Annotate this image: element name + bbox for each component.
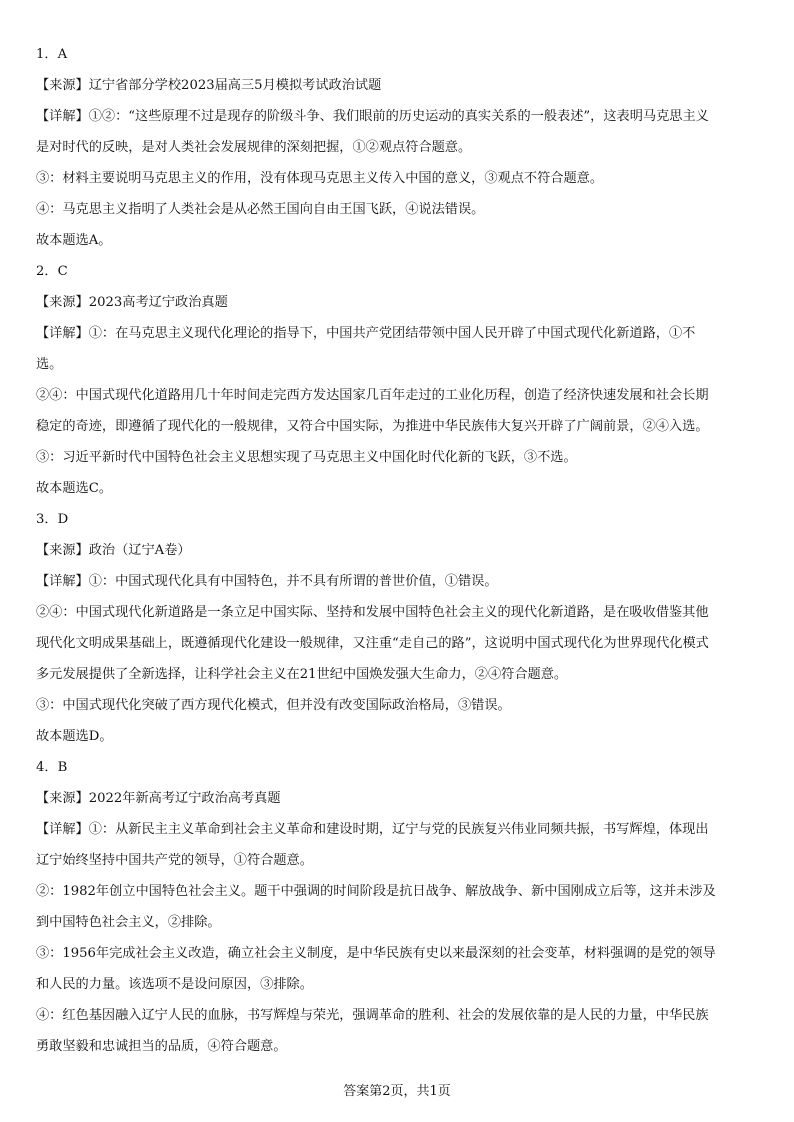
detail-4-line-5: ③：1956年完成社会主义改造，确立社会主义制度，是中华民族有史以来最深刻的社会变革，材料强调的是党的领导 [36,946,716,961]
detail-4-line-7: ④：红色基因融入辽宁人民的血脉，书写辉煌与荣光，强调革命的胜利、社会的发展依靠的是人民的力量，中华民族 [36,1008,709,1023]
detail-4-line-6: 和人民的力量。该选项不是设问原因，③排除。 [36,977,313,992]
answer-1: 1．A [36,47,68,62]
detail-3-line-2: ②④：中国式现代化新道路是一条立足中国实际、坚持和发展中国特色社会主义的现代化新道路，是在吸收借鉴其他 [36,605,709,620]
detail-1-line-2: 是对时代的反映，是对人类社会发展规律的深刻把握，①②观点符合题意。 [36,140,472,155]
detail-3-line-4: 多元发展提供了全新选择，让科学社会主义在21世纪中国焕发强大生命力，②④符合题意。 [36,667,568,682]
detail-2-line-5: ③：习近平新时代中国特色社会主义思想实现了马克思主义中国化时代化新的飞跃，③不选。 [36,450,577,465]
conclusion-2: 故本题选C。 [36,481,113,496]
detail-4-line-1: 【详解】①：从新民主主义革命到社会主义革命和建设时期，辽宁与党的民族复兴伟业同频共振，书写辉煌，体现出 [36,822,709,837]
detail-4-line-2: 辽宁始终坚持中国共产党的领导，①符合题意。 [36,853,313,868]
detail-2-line-1: 【详解】①：在马克思主义现代化理论的指导下，中国共产党团结带领中国人民开辟了中国式现代化新道路，①不 [36,326,696,341]
source-2: 【来源】2023高考辽宁政治真题 [36,295,228,310]
conclusion-1: 故本题选A。 [36,233,112,248]
detail-1-line-1: 【详解】①②：“这些原理不过是现存的阶级斗争、我们眼前的历史运动的真实关系的一般表述”，这表明马克思主义 [36,109,709,124]
detail-3-line-1: 【详解】①：中国式现代化具有中国特色，并不具有所谓的普世价值，①错误。 [36,574,498,589]
detail-1-line-4: ④：马克思主义指明了人类社会是从必然王国向自由王国飞跃，④说法错误。 [36,202,485,217]
source-3: 【来源】政治（辽宁A卷） [36,543,191,558]
source-4: 【来源】2022年新高考辽宁政治高考真题 [36,791,281,806]
detail-2-line-2: 选。 [36,357,63,372]
detail-4-line-3: ②：1982年创立中国特色社会主义。题干中强调的时间阶段是抗日战争、解放战争、新中国刚成立后等，这并未涉及 [36,884,716,899]
answer-3: 3．D [36,512,69,527]
detail-1-line-3: ③：材料主要说明马克思主义的作用，没有体现马克思主义传入中国的意义，③观点不符合题意。 [36,171,604,186]
detail-2-line-3: ②④：中国式现代化道路用几十年时间走完西方发达国家几百年走过的工业化历程，创造了经济快速发展和社会长期 [36,388,709,403]
detail-3-line-5: ③：中国式现代化突破了西方现代化模式，但并没有改变国际政治格局，③错误。 [36,698,511,713]
conclusion-3: 故本题选D。 [36,729,113,744]
page-footer: 答案第2页，共1页 [343,1084,451,1099]
answer-2: 2．C [36,264,68,279]
detail-2-line-4: 稳定的奇迹，即遵循了现代化的一般规律，又符合中国实际，为推进中华民族伟大复兴开辟了广阔前景，②④入选。 [36,419,709,434]
source-1: 【来源】辽宁省部分学校2023届高三5月模拟考试政治试题 [36,78,382,93]
answer-4: 4．B [36,760,68,775]
detail-4-line-8: 勇敢坚毅和忠诚担当的品质，④符合题意。 [36,1039,287,1054]
detail-3-line-3: 现代化文明成果基础上，既遵循现代化建设一般规律，又注重“走自己的路”，这说明中国式现代化为世界现代化模式 [36,636,709,651]
detail-4-line-4: 到中国特色社会主义，②排除。 [36,915,221,930]
